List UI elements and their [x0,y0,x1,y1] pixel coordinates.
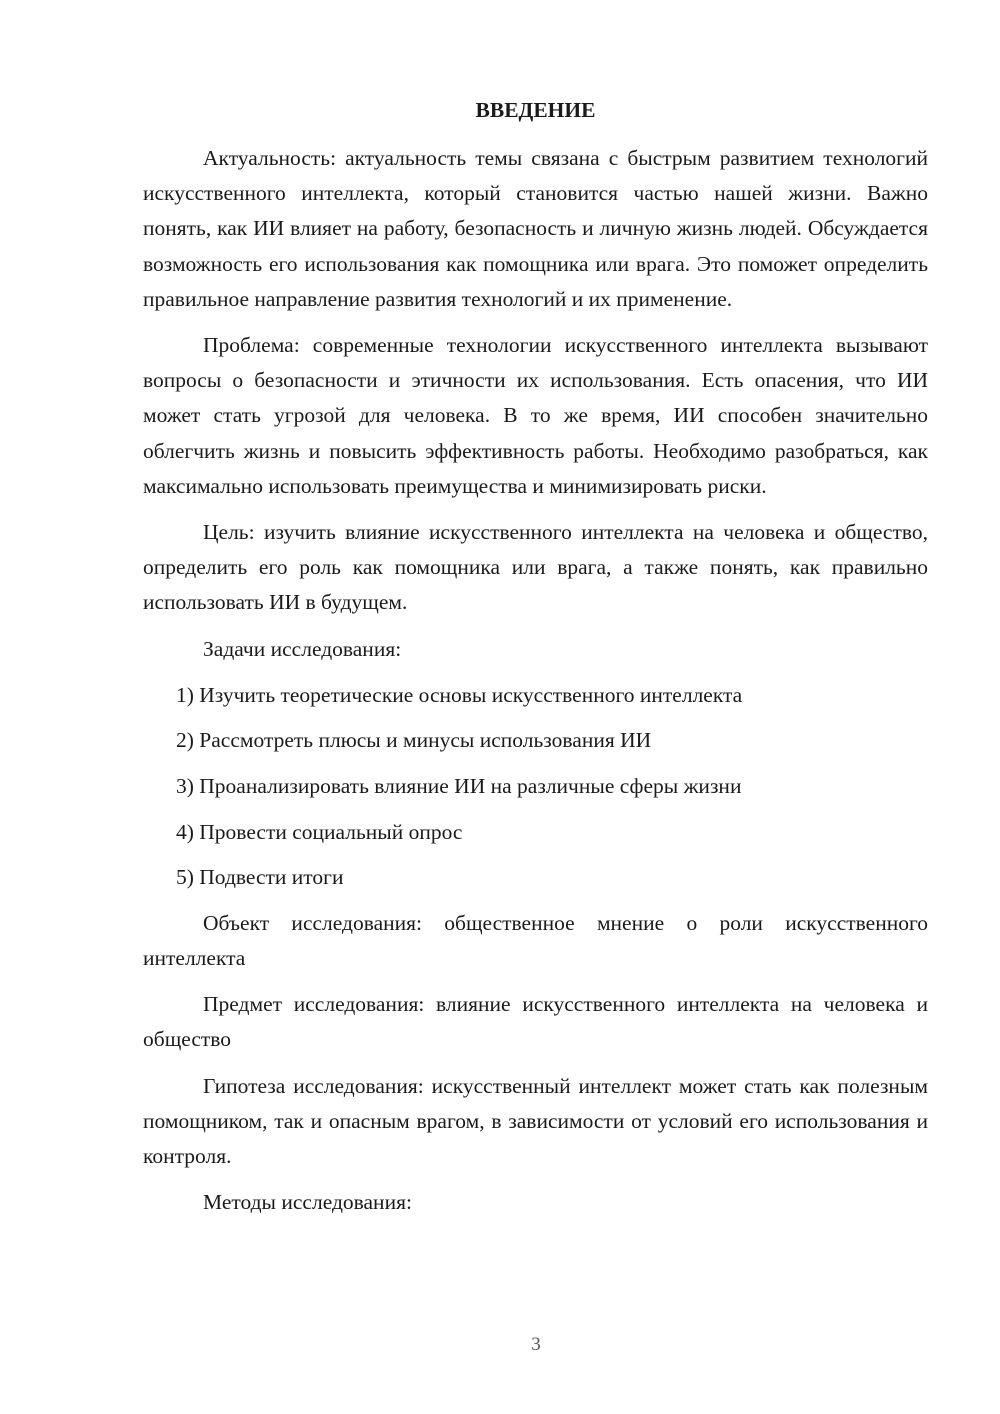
goal-paragraph: Цель: изучить влияние искусственного интеллекта на человека и общество, определить его роль как помощника или врага, а также понять, как правильно использовать ИИ в будущем. [143,520,928,615]
hypothesis-paragraph: Гипотеза исследования: искусственный интеллект может стать как полезным помощником, так и опасным врагом, в зависимости от условий его использования и контроля. [143,1073,928,1169]
page-title: ВВЕДЕНИЕ [475,98,596,122]
methods-heading: Методы исследования: [203,1190,412,1215]
list-item: 4) Провести социальный опрос [176,819,463,844]
list-item: 1) Изучить теоретические основы искусственного интеллекта [176,682,743,707]
tasks-heading: Задачи исследования: [203,636,402,661]
list-item: 2) Рассмотреть плюсы и минусы использования ИИ [176,728,652,753]
page-number: 3 [531,1334,541,1355]
tasks-list [143,678,928,896]
list-item: 3) Проанализировать влияние ИИ на различные сферы жизни [176,774,742,799]
object-paragraph: Объект исследования: общественное мнение о роли искусственного интеллекта [143,910,928,971]
subject-paragraph: Предмет исследования: влияние искусственного интеллекта на человека и общество [143,992,928,1052]
document-page [143,96,928,1231]
problem-paragraph: Проблема: современные технологии искусственного интеллекта вызывают вопросы о безопасности и этичности их использования. Есть опасения, что ИИ может стать угрозой для человека. В то же время, ИИ способен значительно облегчить жизнь и повысить эффективность работы. Необходимо разобраться, как максимально использовать преимущества и минимизировать риски. [143,333,928,498]
relevance-paragraph: Актуальность: актуальность темы связана с быстрым развитием технологий искусственного интеллекта, который становится частью нашей жизни. Важно понять, как ИИ влияет на работу, безопасность и личную жизнь людей. Обсуждается возможность его использования как помощника или врага. Это поможет определить правильное направление развития технологий и их применение. [143,146,928,311]
list-item: 5) Подвести итоги [176,865,344,890]
